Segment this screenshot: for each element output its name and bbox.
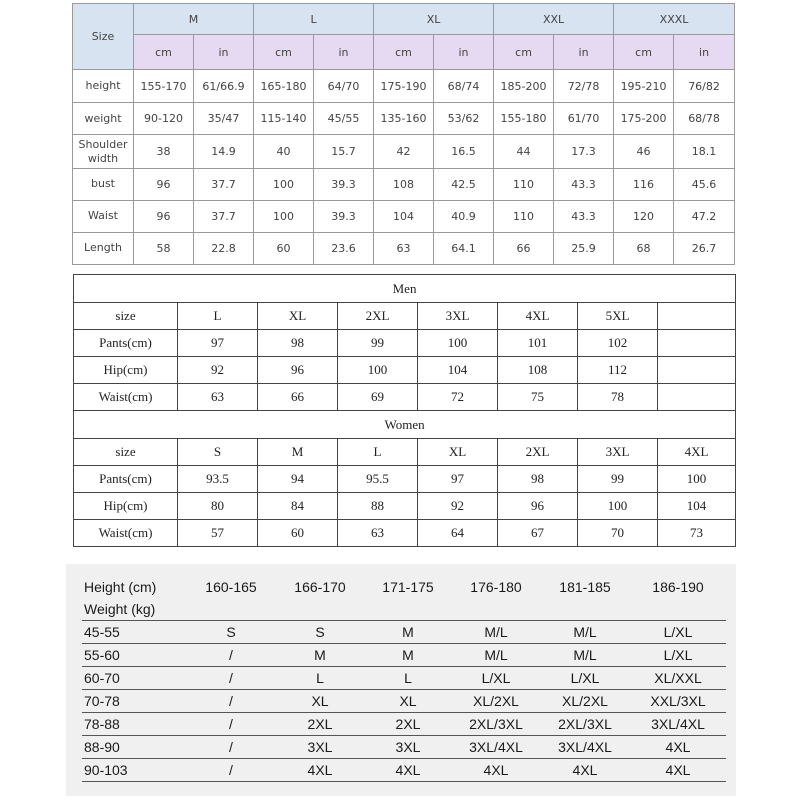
- size-value-cell: 110: [494, 168, 554, 200]
- men-row-label: Waist(cm): [74, 384, 178, 411]
- size-recommendation: XL/XXL: [630, 667, 726, 690]
- size-value-cell: 68/74: [434, 70, 494, 103]
- size-value-cell: 18.1: [674, 135, 735, 168]
- height-range: 181-185: [559, 579, 611, 595]
- size-value-cell: 104: [374, 200, 434, 232]
- size-value-cell: 39.3: [314, 200, 374, 232]
- men-value-cell: XL: [258, 303, 338, 330]
- size-value-cell: 116: [614, 168, 674, 200]
- women-value-cell: 84: [258, 493, 338, 520]
- weight-range: 55-60: [82, 644, 186, 667]
- size-row-label-line: height: [85, 79, 121, 93]
- size-recommendation: 2XL: [276, 713, 364, 736]
- women-value-cell: M: [258, 439, 338, 466]
- size-value-cell: 195-210: [614, 70, 674, 103]
- size-value-cell: 37.7: [194, 168, 254, 200]
- weight-row: [82, 736, 726, 759]
- women-value-cell: 3XL: [578, 439, 658, 466]
- women-value-cell: 100: [578, 493, 658, 520]
- size-row-label-line: Length: [84, 241, 122, 255]
- size-recommendation: 4XL: [540, 759, 630, 782]
- size-value-cell: 90-120: [134, 103, 194, 135]
- size-value-cell: 155-180: [494, 103, 554, 135]
- men-value-cell: 100: [418, 330, 498, 357]
- women-value-cell: 67: [498, 520, 578, 547]
- men-value-cell: 69: [338, 384, 418, 411]
- size-value-cell: 66: [494, 232, 554, 264]
- size-value-cell: 185-200: [494, 70, 554, 103]
- size-header-row: [73, 4, 735, 35]
- size-value-cell: 25.9: [554, 232, 614, 264]
- size-value-cell: 72/78: [554, 70, 614, 103]
- women-value-cell: 97: [418, 466, 498, 493]
- size-value-cell: 64.1: [434, 232, 494, 264]
- size-value-cell: 39.3: [314, 168, 374, 200]
- size-recommendation: /: [186, 667, 276, 690]
- weight-range: 88-90: [82, 736, 186, 759]
- size-recommendation: /: [186, 736, 276, 759]
- men-value-cell: 112: [578, 357, 658, 384]
- women-value-cell: 92: [418, 493, 498, 520]
- size-row-label-line: Waist: [87, 209, 118, 223]
- size-recommendation: /: [186, 713, 276, 736]
- weight-range: 90-103: [82, 759, 186, 782]
- size-recommendation: 3XL: [364, 736, 452, 759]
- size-value-cell: 96: [134, 168, 194, 200]
- men-title: Men: [74, 275, 736, 303]
- women-row-label: Hip(cm): [74, 493, 178, 520]
- weight-row: [82, 713, 726, 736]
- size-recommendation: S: [186, 621, 276, 644]
- size-value-cell: 22.8: [194, 232, 254, 264]
- height-range: 176-180: [470, 579, 522, 595]
- height-range: 166-170: [294, 579, 346, 595]
- men-value-cell: 101: [498, 330, 578, 357]
- size-label-cell: Size: [73, 4, 134, 70]
- men-value-cell: 2XL: [338, 303, 418, 330]
- size-value-cell: 175-200: [614, 103, 674, 135]
- size-value-cell: 45.6: [674, 168, 735, 200]
- unit-cm: cm: [134, 35, 194, 70]
- women-value-cell: XL: [418, 439, 498, 466]
- men-row: [74, 384, 736, 411]
- size-row-label: [73, 103, 134, 135]
- size-value-cell: 53/62: [434, 103, 494, 135]
- height-weight-panel: [66, 564, 736, 796]
- women-row: [74, 439, 736, 466]
- men-row: [74, 357, 736, 384]
- size-recommendation: M/L: [540, 621, 630, 644]
- unit-cm: cm: [254, 35, 314, 70]
- size-header-xxxl: XXXL: [614, 4, 735, 35]
- size-value-cell: 165-180: [254, 70, 314, 103]
- size-value-cell: 115-140: [254, 103, 314, 135]
- women-row-label: size: [74, 439, 178, 466]
- unit-header-row: [73, 35, 735, 70]
- size-recommendation: M: [276, 644, 364, 667]
- women-title: Women: [74, 411, 736, 439]
- weight-row: [82, 690, 726, 713]
- men-value-cell: 72: [418, 384, 498, 411]
- women-value-cell: 73: [658, 520, 736, 547]
- men-value-cell: 97: [178, 330, 258, 357]
- weight-header-row: [82, 598, 726, 621]
- men-title-row: [74, 275, 736, 303]
- men-value-cell: 3XL: [418, 303, 498, 330]
- weight-row: [82, 759, 726, 782]
- men-value-cell: [658, 384, 736, 411]
- women-value-cell: 100: [658, 466, 736, 493]
- unit-in: in: [434, 35, 494, 70]
- size-chart-table: [72, 3, 735, 265]
- size-value-cell: 43.3: [554, 168, 614, 200]
- women-value-cell: 80: [178, 493, 258, 520]
- men-value-cell: [658, 303, 736, 330]
- weight-range: 70-78: [82, 690, 186, 713]
- size-recommendation: /: [186, 690, 276, 713]
- size-recommendation: XL: [364, 690, 452, 713]
- size-row-label: [73, 232, 134, 264]
- size-value-cell: 110: [494, 200, 554, 232]
- men-value-cell: 4XL: [498, 303, 578, 330]
- women-value-cell: 99: [578, 466, 658, 493]
- unit-in: in: [314, 35, 374, 70]
- size-recommendation: 2XL/3XL: [452, 713, 540, 736]
- size-recommendation: 4XL: [364, 759, 452, 782]
- height-range: 160-165: [205, 579, 257, 595]
- men-row: [74, 330, 736, 357]
- men-row-label: Pants(cm): [74, 330, 178, 357]
- men-value-cell: 104: [418, 357, 498, 384]
- size-row-label: [73, 200, 134, 232]
- size-value-cell: 100: [254, 168, 314, 200]
- size-header-xl: XL: [374, 4, 494, 35]
- weight-label: Weight (kg): [82, 598, 186, 621]
- women-value-cell: 2XL: [498, 439, 578, 466]
- height-label: Height (cm): [84, 579, 157, 595]
- women-value-cell: 104: [658, 493, 736, 520]
- size-row-label-line: width: [87, 151, 119, 165]
- size-value-cell: 64/70: [314, 70, 374, 103]
- size-row: [73, 168, 735, 200]
- size-value-cell: 42.5: [434, 168, 494, 200]
- women-value-cell: 88: [338, 493, 418, 520]
- size-recommendation: XXL/3XL: [630, 690, 726, 713]
- size-value-cell: 175-190: [374, 70, 434, 103]
- size-recommendation: M: [364, 644, 452, 667]
- size-recommendation: /: [186, 759, 276, 782]
- women-value-cell: 4XL: [658, 439, 736, 466]
- size-row: [73, 232, 735, 264]
- unit-in: in: [194, 35, 254, 70]
- size-row-label-line: Shoulder: [78, 137, 128, 151]
- size-value-cell: 35/47: [194, 103, 254, 135]
- size-value-cell: 100: [254, 200, 314, 232]
- women-value-cell: 98: [498, 466, 578, 493]
- size-row: [73, 70, 735, 103]
- men-value-cell: 108: [498, 357, 578, 384]
- height-weight-table: [82, 576, 726, 782]
- size-row: [73, 135, 735, 168]
- size-recommendation: M: [364, 621, 452, 644]
- weight-row: [82, 667, 726, 690]
- unit-cm: cm: [614, 35, 674, 70]
- unit-cm: cm: [494, 35, 554, 70]
- height-header-row: [82, 576, 726, 598]
- women-row: [74, 493, 736, 520]
- size-row: [73, 200, 735, 232]
- size-value-cell: 38: [134, 135, 194, 168]
- women-value-cell: 57: [178, 520, 258, 547]
- size-value-cell: 96: [134, 200, 194, 232]
- size-recommendation: /: [186, 644, 276, 667]
- women-value-cell: 96: [498, 493, 578, 520]
- weight-row: [82, 621, 726, 644]
- size-recommendation: 3XL: [276, 736, 364, 759]
- unit-in: in: [674, 35, 735, 70]
- size-row-label-line: bust: [91, 177, 115, 191]
- women-value-cell: 93.5: [178, 466, 258, 493]
- size-recommendation: 4XL: [276, 759, 364, 782]
- men-value-cell: 98: [258, 330, 338, 357]
- size-row-label: [73, 70, 134, 103]
- size-recommendation: XL: [276, 690, 364, 713]
- size-value-cell: 46: [614, 135, 674, 168]
- size-value-cell: 76/82: [674, 70, 735, 103]
- women-row-label: Pants(cm): [74, 466, 178, 493]
- size-recommendation: L: [276, 667, 364, 690]
- women-row: [74, 520, 736, 547]
- size-value-cell: 15.7: [314, 135, 374, 168]
- men-row-label: Hip(cm): [74, 357, 178, 384]
- size-recommendation: 2XL/3XL: [540, 713, 630, 736]
- size-recommendation: 3XL/4XL: [452, 736, 540, 759]
- size-value-cell: 14.9: [194, 135, 254, 168]
- men-value-cell: 96: [258, 357, 338, 384]
- unit-cm: cm: [374, 35, 434, 70]
- size-header-l: L: [254, 4, 374, 35]
- men-value-cell: [658, 330, 736, 357]
- height-range: 171-175: [382, 579, 434, 595]
- size-value-cell: 16.5: [434, 135, 494, 168]
- men-value-cell: L: [178, 303, 258, 330]
- men-value-cell: 102: [578, 330, 658, 357]
- size-recommendation: S: [276, 621, 364, 644]
- women-value-cell: 63: [338, 520, 418, 547]
- size-value-cell: 17.3: [554, 135, 614, 168]
- weight-range: 45-55: [82, 621, 186, 644]
- women-value-cell: 94: [258, 466, 338, 493]
- women-value-cell: 64: [418, 520, 498, 547]
- men-value-cell: 5XL: [578, 303, 658, 330]
- size-recommendation: XL/2XL: [452, 690, 540, 713]
- men-value-cell: 99: [338, 330, 418, 357]
- size-value-cell: 108: [374, 168, 434, 200]
- women-value-cell: L: [338, 439, 418, 466]
- size-value-cell: 43.3: [554, 200, 614, 232]
- size-recommendation: 2XL: [364, 713, 452, 736]
- size-value-cell: 26.7: [674, 232, 735, 264]
- weight-range: 60-70: [82, 667, 186, 690]
- women-title-row: [74, 411, 736, 439]
- size-recommendation: 4XL: [452, 759, 540, 782]
- size-value-cell: 40.9: [434, 200, 494, 232]
- size-recommendation: XL/2XL: [540, 690, 630, 713]
- men-value-cell: 63: [178, 384, 258, 411]
- size-value-cell: 155-170: [134, 70, 194, 103]
- men-row-label: size: [74, 303, 178, 330]
- size-value-cell: 68/78: [674, 103, 735, 135]
- size-value-cell: 61/70: [554, 103, 614, 135]
- size-value-cell: 68: [614, 232, 674, 264]
- size-value-cell: 63: [374, 232, 434, 264]
- size-value-cell: 61/66.9: [194, 70, 254, 103]
- size-value-cell: 58: [134, 232, 194, 264]
- size-value-cell: 60: [254, 232, 314, 264]
- size-recommendation: L: [364, 667, 452, 690]
- size-value-cell: 37.7: [194, 200, 254, 232]
- size-value-cell: 23.6: [314, 232, 374, 264]
- size-row-label: [73, 168, 134, 200]
- size-row: [73, 103, 735, 135]
- women-row-label: Waist(cm): [74, 520, 178, 547]
- size-recommendation: L/XL: [630, 644, 726, 667]
- size-recommendation: 4XL: [630, 736, 726, 759]
- men-value-cell: 92: [178, 357, 258, 384]
- women-value-cell: 70: [578, 520, 658, 547]
- size-value-cell: 47.2: [674, 200, 735, 232]
- weight-row: [82, 644, 726, 667]
- women-row: [74, 466, 736, 493]
- size-recommendation: 3XL/4XL: [540, 736, 630, 759]
- size-row-label: [73, 135, 134, 168]
- size-recommendation: M/L: [452, 644, 540, 667]
- size-value-cell: 120: [614, 200, 674, 232]
- size-value-cell: 45/55: [314, 103, 374, 135]
- weight-range: 78-88: [82, 713, 186, 736]
- size-value-cell: 44: [494, 135, 554, 168]
- size-recommendation: M/L: [452, 621, 540, 644]
- men-value-cell: 100: [338, 357, 418, 384]
- size-value-cell: 42: [374, 135, 434, 168]
- size-header-m: M: [134, 4, 254, 35]
- men-value-cell: 78: [578, 384, 658, 411]
- women-value-cell: 95.5: [338, 466, 418, 493]
- unit-in: in: [554, 35, 614, 70]
- size-recommendation: M/L: [540, 644, 630, 667]
- size-value-cell: 135-160: [374, 103, 434, 135]
- size-recommendation: 3XL/4XL: [630, 713, 726, 736]
- men-value-cell: [658, 357, 736, 384]
- size-header-xxl: XXL: [494, 4, 614, 35]
- men-value-cell: 66: [258, 384, 338, 411]
- men-value-cell: 75: [498, 384, 578, 411]
- size-recommendation: L/XL: [630, 621, 726, 644]
- size-recommendation: L/XL: [452, 667, 540, 690]
- size-value-cell: 40: [254, 135, 314, 168]
- height-range: 186-190: [652, 579, 704, 595]
- pants-size-table: [73, 274, 736, 547]
- women-value-cell: 60: [258, 520, 338, 547]
- size-row-label-line: weight: [84, 111, 122, 125]
- size-recommendation: L/XL: [540, 667, 630, 690]
- women-value-cell: S: [178, 439, 258, 466]
- men-row: [74, 303, 736, 330]
- size-recommendation: 4XL: [630, 759, 726, 782]
